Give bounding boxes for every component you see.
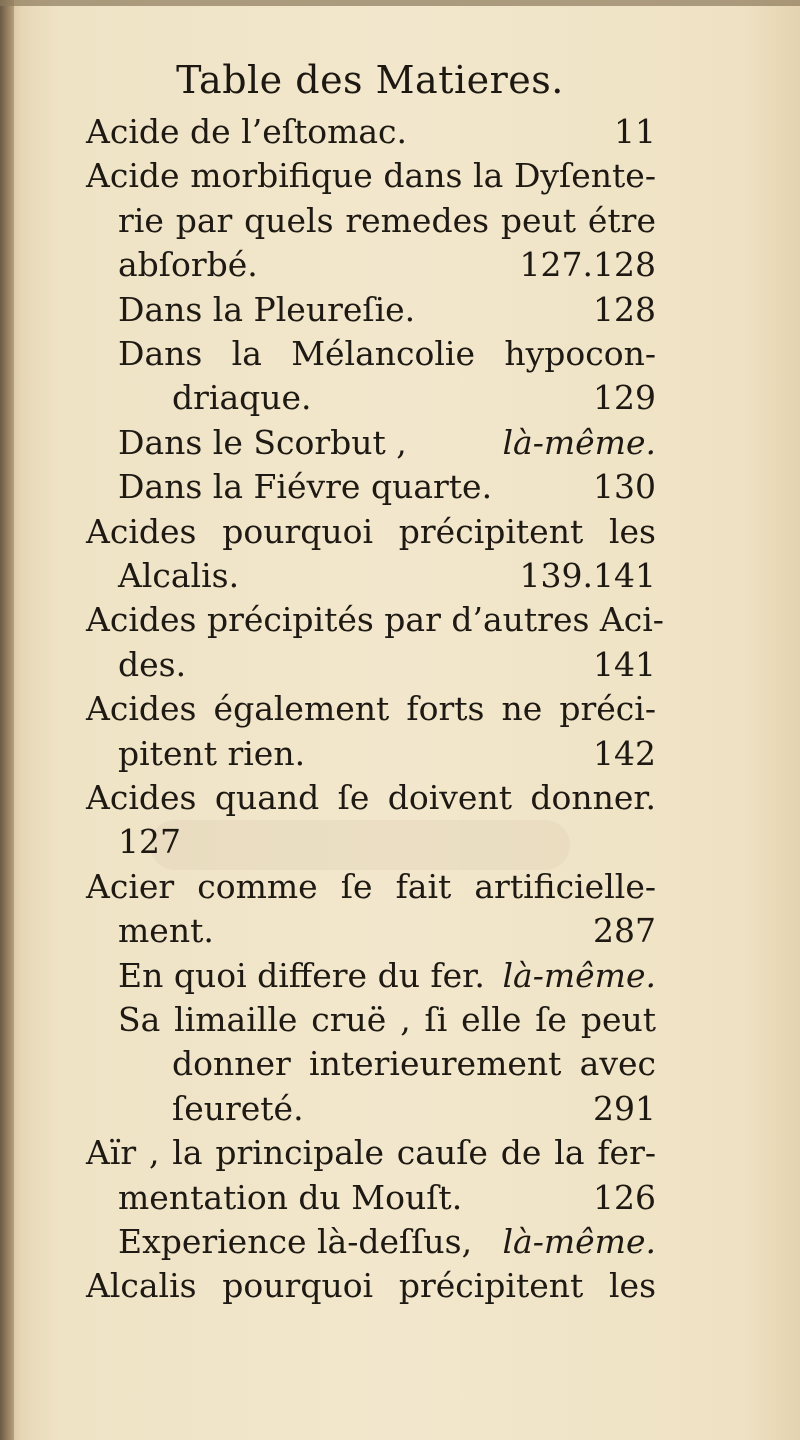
entry-text: driaque. bbox=[172, 378, 312, 417]
entry-page-reference: 129 bbox=[593, 378, 656, 417]
entry-text: 127 bbox=[118, 822, 181, 861]
entry-page-reference: 11 bbox=[614, 112, 656, 151]
entry-text: Dans la Pleureſie. bbox=[118, 290, 416, 329]
entry-text: Alcalis pourquoi précipitent les bbox=[86, 1266, 656, 1305]
entry-text: mentation du Mouſt. bbox=[118, 1178, 463, 1217]
entry-text: Alcalis. bbox=[118, 556, 240, 595]
entry-text: Sa limaille cruë , ſi elle ſe peut bbox=[118, 1000, 656, 1039]
entry-text: Acier comme ſe fait artificielle- bbox=[86, 867, 656, 906]
entry-page-reference: 130 bbox=[593, 467, 656, 506]
entry-text: rie par quels remedes peut étre bbox=[118, 201, 656, 240]
entry-text: Acide morbifique dans la Dyſente- bbox=[86, 156, 656, 195]
index-entry-line bbox=[86, 1260, 656, 1312]
entry-page-reference: 126 bbox=[593, 1178, 656, 1217]
entry-page-reference: là-même. bbox=[502, 956, 656, 995]
entry-text: ment. bbox=[118, 911, 214, 950]
entry-text: des. bbox=[118, 645, 187, 684]
entry-page-reference: 141 bbox=[593, 645, 656, 684]
entry-page-reference: 287 bbox=[593, 911, 656, 950]
entry-page-reference: là-même. bbox=[502, 1222, 656, 1261]
entry-text: Aïr , la principale cauſe de la fer- bbox=[86, 1133, 656, 1172]
page-top-edge bbox=[0, 0, 800, 6]
entry-page-reference: 128 bbox=[593, 290, 656, 329]
entry-text: Dans le Scorbut , bbox=[118, 423, 407, 462]
entry-text: Acides également forts ne préci- bbox=[86, 689, 656, 728]
entry-text: donner interieurement avec bbox=[172, 1044, 656, 1083]
entry-page-reference: là-même. bbox=[502, 423, 656, 462]
entry-text: Dans la Fiévre quarte. bbox=[118, 467, 493, 506]
entry-text: abſorbé. bbox=[118, 245, 258, 284]
entry-page-reference: 139.141 bbox=[519, 556, 656, 595]
entry-text: Experience là-deſſus, bbox=[118, 1222, 473, 1261]
entry-page-reference: 291 bbox=[593, 1089, 656, 1128]
entry-text: ſeureté. bbox=[172, 1089, 304, 1128]
entry-text: En quoi differe du fer. bbox=[118, 956, 485, 995]
entry-text: Acides précipités par d’autres Aci- bbox=[86, 600, 664, 639]
entry-text: Acides quand ſe doivent donner. bbox=[86, 778, 656, 817]
book-spine-edge bbox=[0, 0, 14, 1440]
entry-page-reference: 127.128 bbox=[519, 245, 656, 284]
entry-page-reference: 142 bbox=[593, 734, 656, 773]
page-title: Table des Matieres. bbox=[176, 58, 564, 102]
entry-text: pitent rien. bbox=[118, 734, 306, 773]
entry-text: Acides pourquoi précipitent les bbox=[86, 512, 656, 551]
entry-text: Acide de l’eſtomac. bbox=[86, 112, 408, 151]
entry-text: Dans la Mélancolie hypocon- bbox=[118, 334, 656, 373]
